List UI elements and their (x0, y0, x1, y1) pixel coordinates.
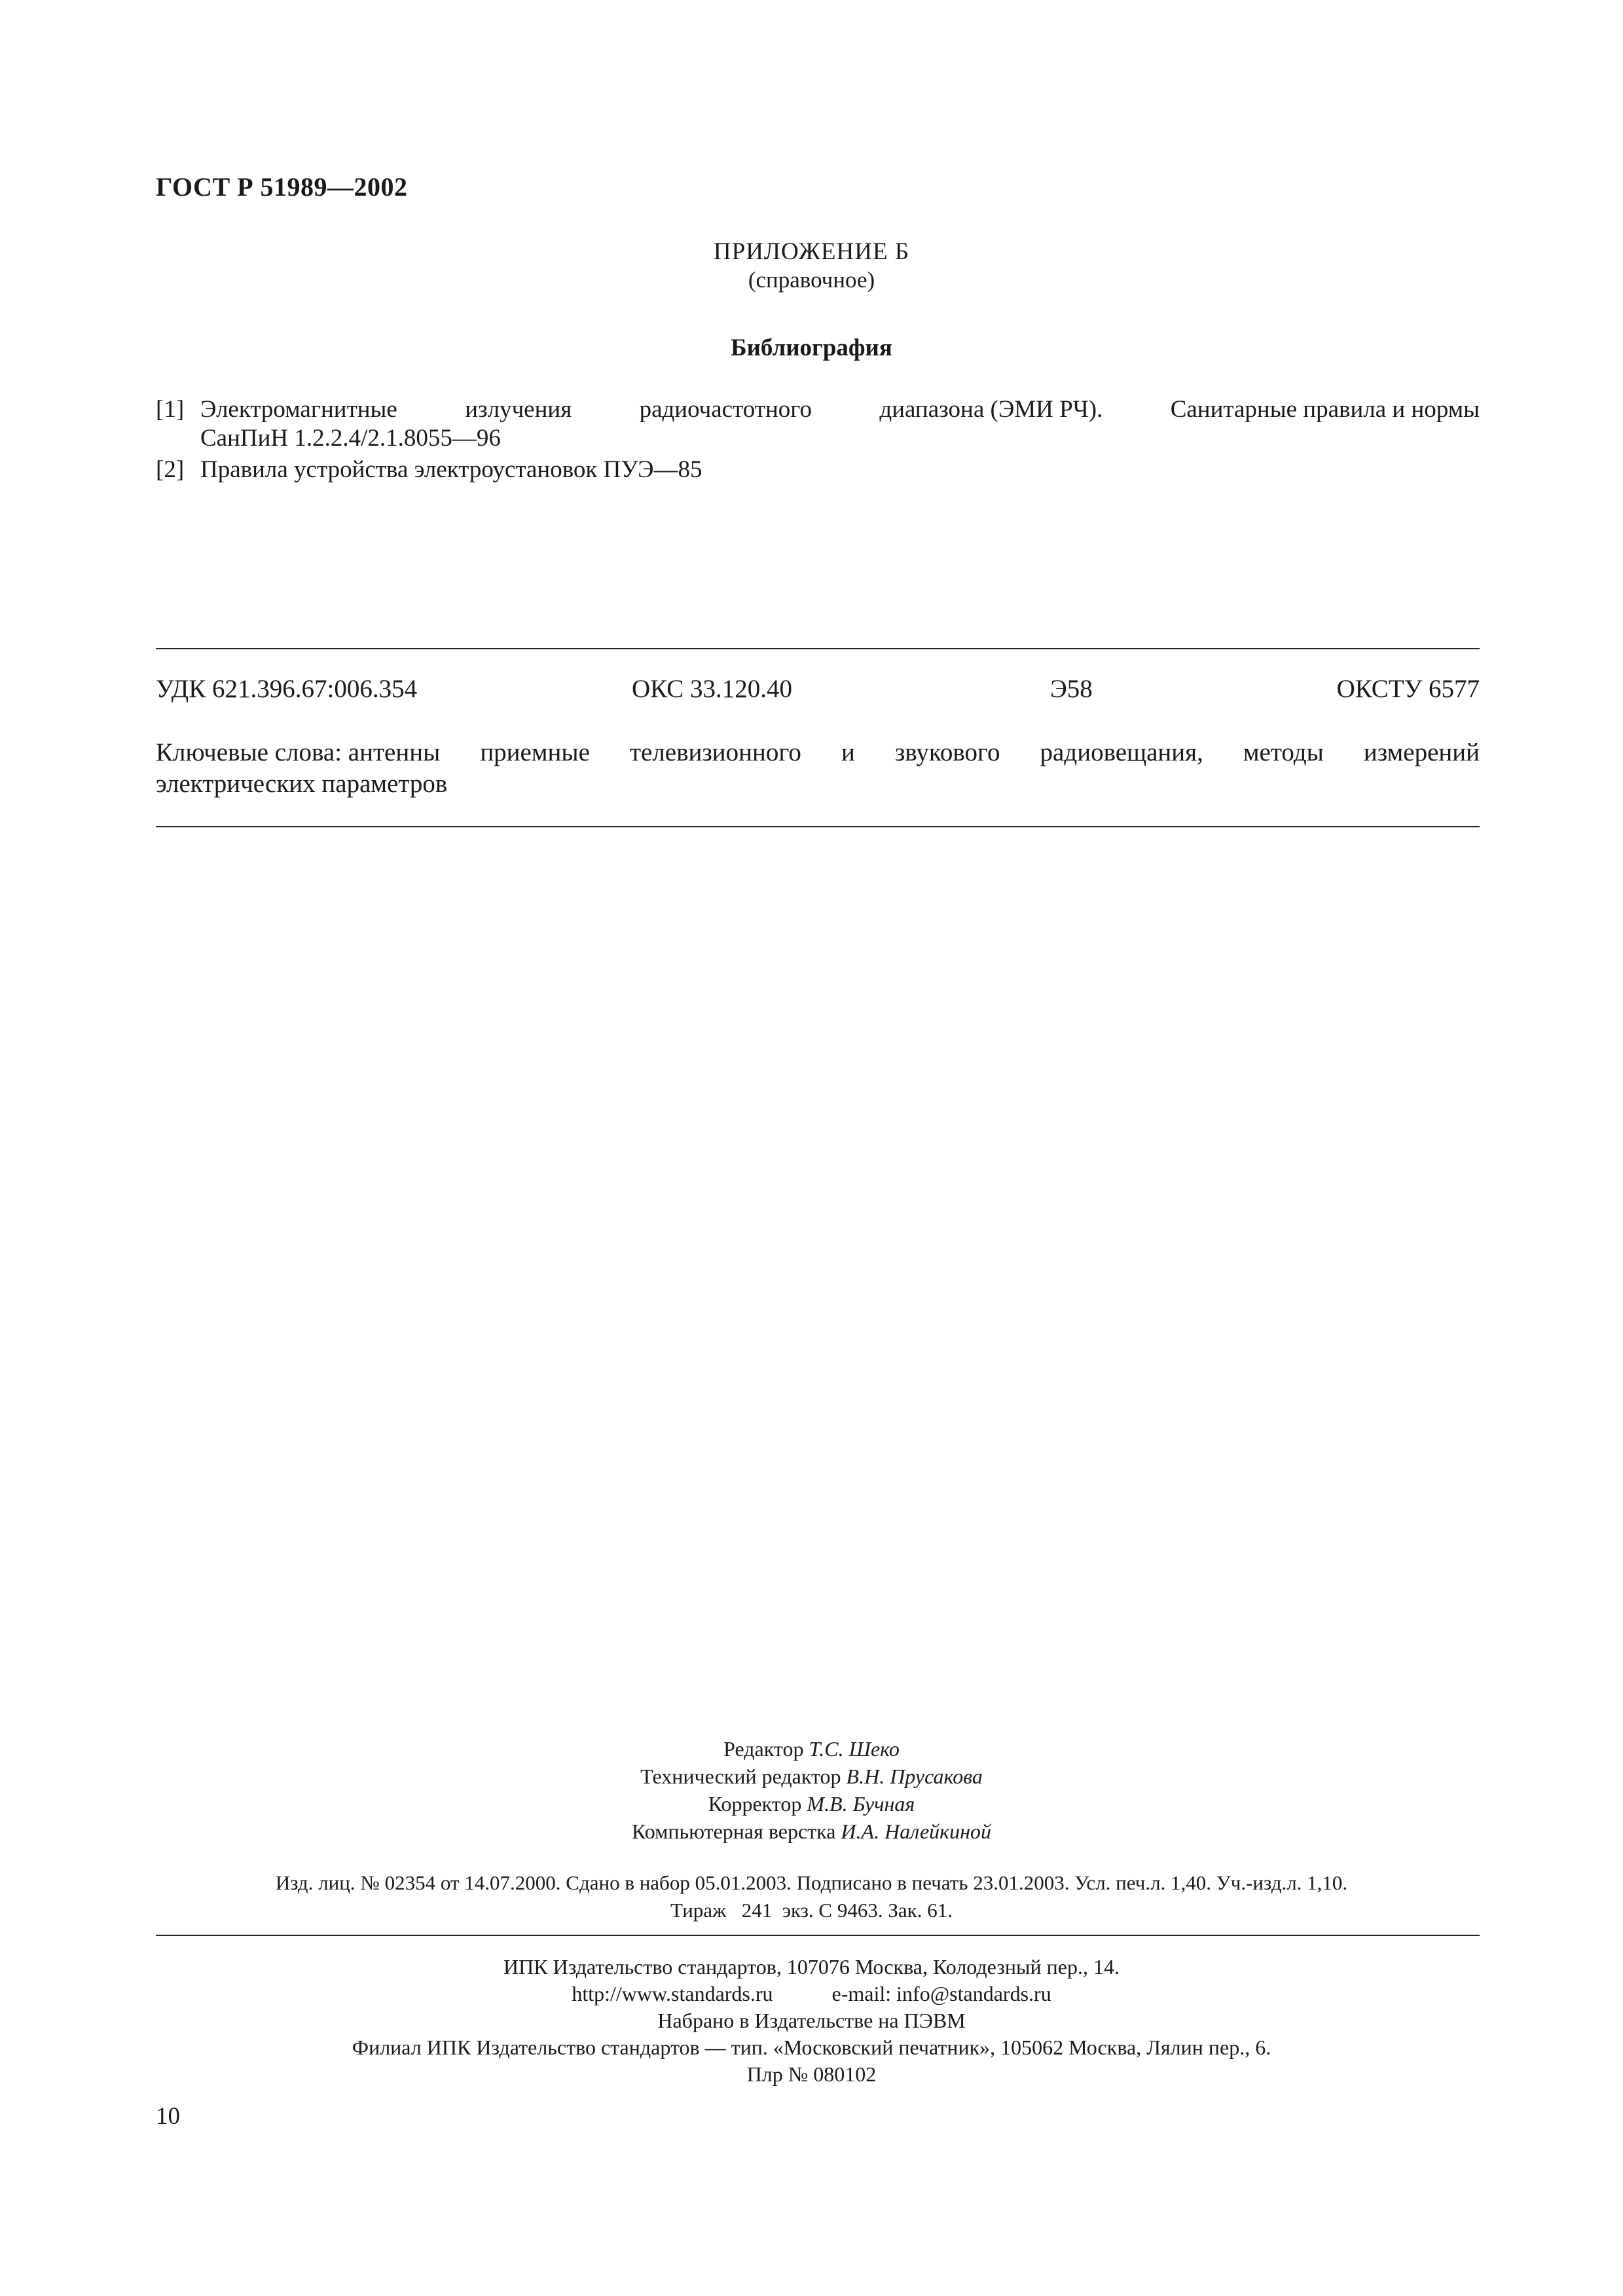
udk-code: УДК 621.396.67:006.354 (156, 675, 418, 703)
publisher-info (0, 1954, 1623, 2088)
keyword-text: измерений (1363, 738, 1480, 766)
credit-layout (0, 1818, 1623, 1845)
bibliography-text (200, 395, 1480, 424)
bibliography-word: диапазона (ЭМИ РЧ). (879, 396, 1103, 423)
bibliography-text: Правила устройства электроустановок ПУЭ—85 (200, 456, 702, 483)
bibliography-number: [2] (156, 456, 185, 483)
publisher-contacts (0, 1981, 1623, 2007)
page-number: 10 (156, 2103, 180, 2130)
keyword-text: приемные (480, 738, 590, 766)
okstu-code: ОКСТУ 6577 (1336, 675, 1480, 703)
keyword-text: электрических параметров (156, 770, 448, 798)
publisher-license: Плр № 080102 (746, 2062, 877, 2086)
credit-name: И.А. Налейкиной (841, 1820, 991, 1843)
credit-editor (0, 1735, 1623, 1763)
bibliography-item-1 (156, 395, 1480, 453)
bibliography-word: Электромагнитные (200, 396, 397, 423)
keyword-text: телевизионного (629, 738, 801, 766)
keyword-text: Ключевые слова: антенны (156, 738, 441, 766)
divider-line (156, 826, 1480, 827)
keyword-text: звукового (894, 738, 1000, 766)
credit-name: Т.С. Шеко (809, 1737, 900, 1761)
appendix-subtitle: (справочное) (748, 267, 875, 293)
credit-proofreader (0, 1790, 1623, 1818)
publisher-typeset: Набрано в Издательстве на ПЭВМ (657, 2009, 966, 2032)
publisher-address: ИПК Издательство стандартов, 107076 Москва, Колодезный пер., 14. (503, 1955, 1120, 1979)
credit-role: Технический редактор (640, 1765, 841, 1788)
divider-line (156, 648, 1480, 649)
group-code: Э58 (1050, 675, 1093, 703)
bibliography-item-2 (156, 456, 1480, 484)
bibliography-number: [1] (156, 396, 185, 423)
bibliography-word: Санитарные правила и нормы (1170, 396, 1480, 423)
classification-row (156, 674, 1480, 707)
imprint (0, 1869, 1623, 1924)
imprint-line: Тираж 241 экз. С 9463. Зак. 61. (670, 1899, 953, 1922)
appendix-title: ПРИЛОЖЕНИЕ Б (713, 238, 910, 265)
keyword-text: методы (1243, 738, 1324, 766)
bibliography-heading: Библиография (731, 334, 892, 361)
credit-technical-editor (0, 1763, 1623, 1790)
bibliography-continuation: СанПиН 1.2.2.4/2.1.8055—96 (200, 425, 501, 452)
credits (0, 1735, 1623, 1845)
publisher-website: http://www.standards.ru (572, 1982, 773, 2005)
publisher-branch: Филиал ИПК Издательство стандартов — тип. «Московский печатник», 105062 Москва, Лялин пер., 6. (352, 2036, 1271, 2059)
divider-line (156, 1935, 1480, 1936)
keyword-text: радиовещания, (1040, 738, 1203, 766)
publisher-email: e-mail: info@standards.ru (831, 1982, 1051, 2005)
keywords (156, 737, 1480, 800)
credit-role: Корректор (708, 1792, 802, 1816)
oks-code: ОКС 33.120.40 (632, 675, 792, 703)
credit-name: М.В. Бучная (807, 1792, 915, 1816)
credit-role: Редактор (723, 1737, 804, 1761)
bibliography-word: радиочастотного (639, 396, 812, 423)
keyword-text: и (841, 738, 855, 766)
credit-name: В.Н. Прусакова (846, 1765, 983, 1788)
document-code: ГОСТ Р 51989—2002 (156, 172, 408, 202)
imprint-line: Изд. лиц. № 02354 от 14.07.2000. Сдано в набор 05.01.2003. Подписано в печать 23.01.2003. Усл. печ.л. 1,40. Уч.-изд.л. 1,10. (275, 1871, 1348, 1894)
bibliography-word: излучения (465, 396, 572, 423)
credit-role: Компьютерная верстка (632, 1820, 836, 1843)
